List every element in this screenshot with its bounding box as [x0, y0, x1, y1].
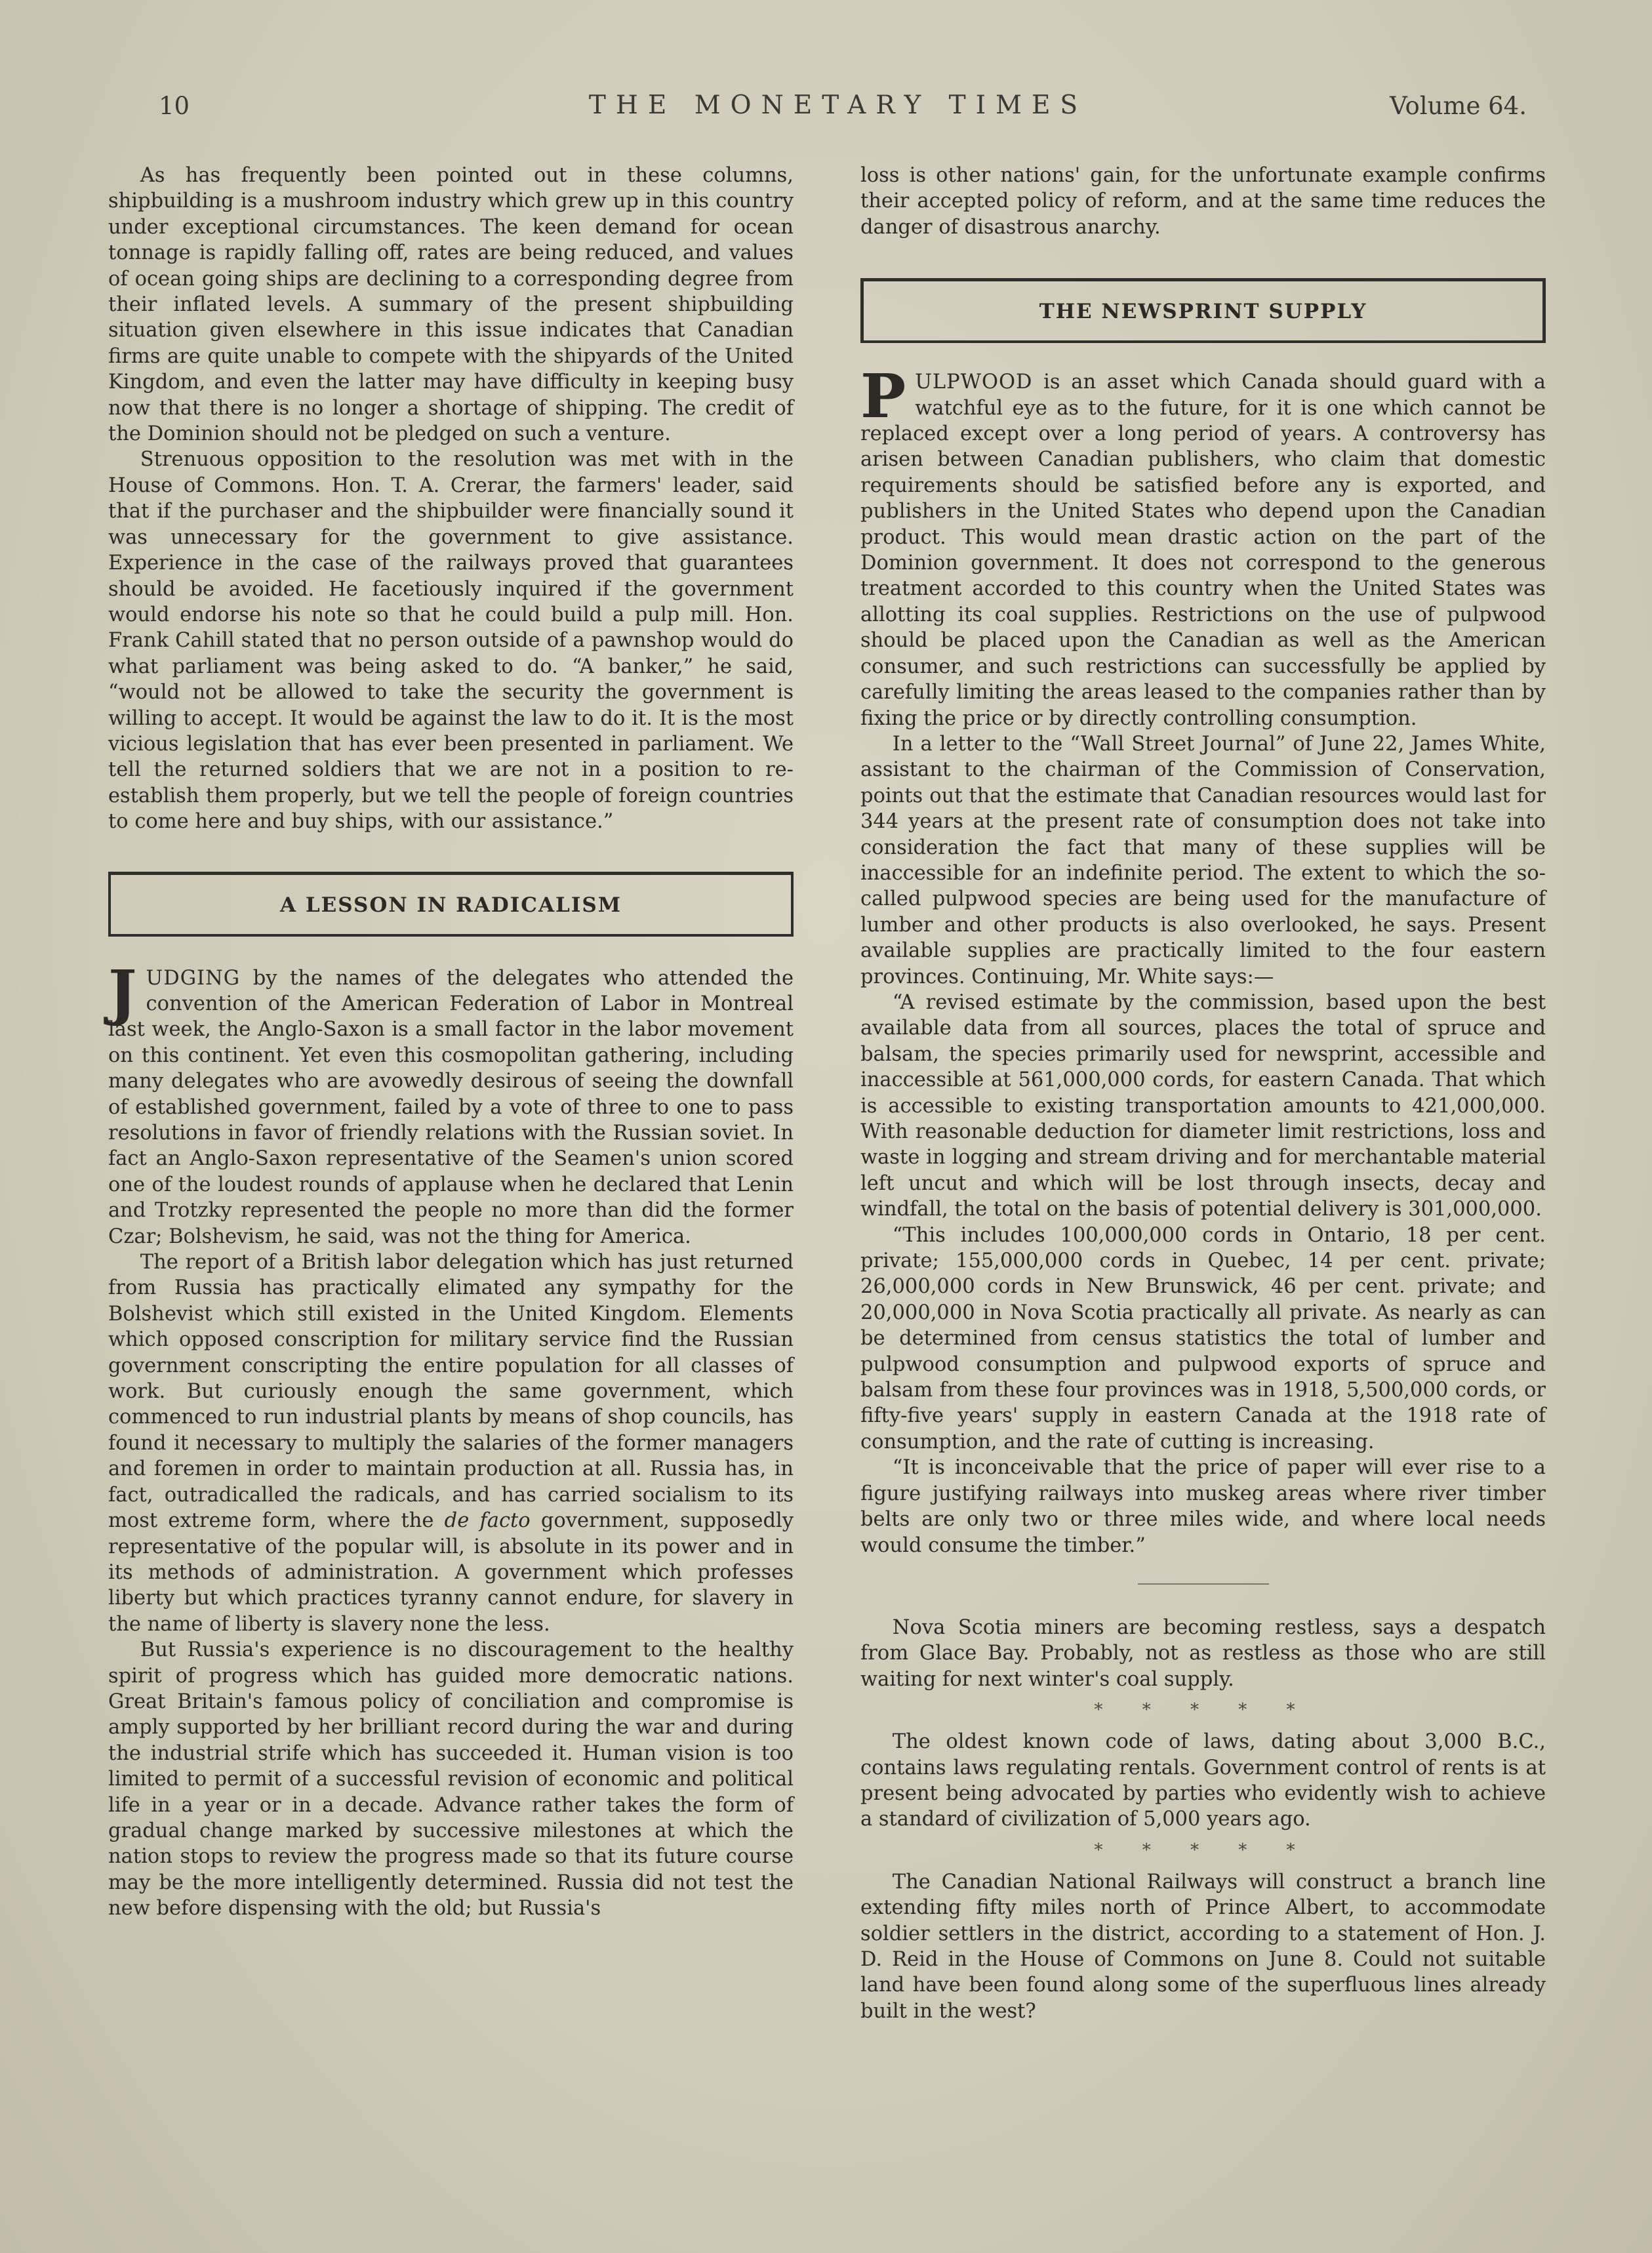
- radicalism-headline: A LESSON IN RADICALISM: [108, 872, 794, 937]
- radicalism-continuation: loss is other nations' gain, for the unfortunate example confirms their accepted policy of reform, and at the same time reduces the danger of disastrous anarchy.: [860, 164, 1546, 239]
- italic-phrase: de facto: [444, 1509, 531, 1533]
- radicalism-paragraph-2: [108, 1249, 794, 1637]
- newsprint-quote-3: “It is inconceivable that the price of paper will ever rise to a figure justifying railways into muskeg areas where river timber belts are only two or three miles wide, and where local needs would consume the timber.”: [860, 1456, 1546, 1557]
- lead-in-caps: UDGING: [146, 966, 241, 990]
- page-number: 10: [159, 92, 190, 120]
- newsprint-paragraph-1: [860, 361, 1546, 731]
- newsprint-quote-1: “A revised estimate by the commission, based upon the best available data from all sources, places the total of spruce and balsam, the species primarily used for newsprint, accessible and inaccessible at 561,000,000 cords, for eastern Canada. That which is accessible to existing transportation amounts to 421,000,000. With reasonable deduction for diameter limit restrictions, loss and waste in logging and stream driving and for merchantable material left uncut and which will be lost through insects, decay and windfall, the total on the basis of potential delivery is 301,000,000.: [860, 990, 1546, 1221]
- paragraph-text: The report of a British labor delegation which has just returned from Russia has practically elimated any sympathy for the Bolshevist which still existed in the United Kingdom. Elements which opposed conscription for military service find the Russian government conscripting the entire population for all classes of work. But curiously enough the same government, which commenced to run industrial plants by means of shop councils, has found it necessary to multiply the salaries of the former managers and foremen in order to maintain production at all. Russia has, in fact, outradicalled the radicals, and has carried socialism to its most extreme form, where the: [108, 1251, 794, 1533]
- radicalism-paragraph-1: [108, 956, 794, 1249]
- radicalism-paragraph-3: But Russia's experience is no discouragement to the healthy spirit of progress which has guided more democratic nations. Great Britain's famous policy of conciliation and compromise is amply supported by her brilliant record during the war and during the industrial strife which has succeeded it. Human vision is too limited to permit of a successful revision of economic and political life in a year or in a decade. Advance rather takes the form of gradual change marked by successive milestones at which the nation stops to review the progress made so that its future course may be the more intelligently determined. Russia did not test the new before dispensing with the old; but Russia's: [108, 1638, 794, 1920]
- paragraph-text: government, supposedly representative of the popular will, is absolute in its power and in its methods of administration. A government which professes liberty but which practices tyranny cannot endure, for slavery in the name of liberty is slavery none the less.: [108, 1509, 794, 1636]
- publication-title: THE MONETARY TIMES: [588, 91, 1088, 120]
- asterisk-divider: * * * * *: [1094, 1840, 1312, 1860]
- newsprint-headline: THE NEWSPRINT SUPPLY: [860, 278, 1546, 343]
- paragraph-text: by the names of the delegates who attended the convention of the American Federation of Labor in Montreal last week, the Anglo-Saxon is a small factor in the labor movement on this continent. Yet even this cosmopolitan gathering, including many delegates who are avowedly desirous of seeing the downfall of established government, failed by a vote of three to one to pass resolutions in favor of friendly relations with the Russian soviet. In fact an Anglo-Saxon representative of the Seamen's union scored one of the loudest rounds of applause when he declared that Lenin and Trotzky represented the people no more than did the former Czar; Bolshevism, he said, was not the thing for America.: [108, 966, 794, 1248]
- note-nova-scotia: Nova Scotia miners are becoming restless, says a despatch from Glace Bay. Probably, not as restless as those who are still waiting for next winter's coal supply.: [860, 1615, 1546, 1691]
- drop-cap-p: P: [860, 361, 906, 432]
- volume-label: Volume 64.: [1390, 92, 1527, 120]
- page-header: [150, 85, 1527, 125]
- lead-in-caps: ULPWOOD: [915, 371, 1033, 394]
- section-divider: [1138, 1583, 1269, 1585]
- note-railways: The Canadian National Railways will construct a branch line extending fifty miles north of Prince Albert, to accommodate soldier settlers in the district, according to a statement of Hon. J. D. Reid in the House of Commons on June 8. Could not suitable land have been found along some of the superfluous lines already built in the west?: [860, 1870, 1546, 2023]
- newsprint-quote-2: “This includes 100,000,000 cords in Ontario, 18 per cent. private; 155,000,000 cords in Quebec, 14 per cent. private; 26,000,000 cords in New Brunswick, 46 per cent. private; and 20,000,000 in Nova Scotia practically all private. As nearly as can be determined from census statistics the total of lumber and pulpwood consumption and pulpwood exports of spruce and balsam from these four provinces was in 1918, 5,500,000 cords, or fifty-five years' supply in eastern Canada at the 1918 rate of consumption, and the rate of cutting is increasing.: [860, 1223, 1546, 1453]
- newsprint-paragraph-2: In a letter to the “Wall Street Journal” of June 22, James White, assistant to the chairman of the Commission of Conservation, points out that the estimate that Canadian resources would last for 344 years at the present rate of consumption does not take into consideration the fact that many of these supplies will be inaccessible for an indefinite period. The extent to which the so-called pulpwood species are being used for the manufacture of lumber and other products is also overlooked, he says. Present available supplies are practically limited to the four eastern provinces. Continuing, Mr. White says:—: [860, 732, 1546, 988]
- shipbuilding-paragraph-2: Strenuous opposition to the resolution was met with in the House of Commons. Hon. T. A. Crerar, the farmers' leader, said that if the purchaser and the shipbuilder were financially sound it was unnecessary for the government to give assistance. Experience in the case of the railways proved that guarantees should be avoided. He facetiously inquired if the government would endorse his note so that he could build a pulp mill. Hon. Frank Cahill stated that no person outside of a pawnshop would do what parliament was being asked to do. “A banker,” he said, “would not be allowed to take the security the government is willing to accept. It would be against the law to do it. It is the most vicious legislation that has ever been presented in parliament. We tell the returned soldiers that we are not in a position to re-establish them properly, but we tell the people of foreign countries to come here and buy ships, with our assistance.”: [108, 448, 794, 834]
- paragraph-text: is an asset which Canada should guard with a watchful eye as to the future, for it is one which cannot be replaced except over a long period of years. A controversy has arisen between Canadian publishers, who claim that domestic requirements should be satisfied before any is exported, and publishers in the United States who depend upon the Canadian product. This would mean drastic action on the part of the Dominion government. It does not correspond to the generous treatment accorded to this country when the United States was allotting its coal supplies. Restrictions on the use of pulpwood should be placed upon the Canadian as well as the American consumer, and such restrictions can successfully be applied by carefully limiting the areas leased to the companies rather than by fixing the price or by directly controlling consumption.: [860, 371, 1546, 730]
- drop-cap-j: J: [108, 956, 137, 1028]
- left-column: [108, 163, 794, 1922]
- shipbuilding-paragraph-1: As has frequently been pointed out in these columns, shipbuilding is a mushroom industry which grew up in this country under exceptional circumstances. The keen demand for ocean tonnage is rapidly falling off, rates are being reduced, and values of ocean going ships are declining to a corresponding degree from their inflated levels. A summary of the present shipbuilding situation given elsewhere in this issue indicates that Canadian firms are quite unable to compete with the shipyards of the United Kingdom, and even the latter may have difficulty in keeping busy now that there is no longer a shortage of shipping. The credit of the Dominion should not be pledged on such a venture.: [108, 164, 794, 446]
- right-column: [860, 163, 1546, 2024]
- asterisk-divider: * * * * *: [1094, 1700, 1312, 1720]
- note-oldest-laws: The oldest known code of laws, dating about 3,000 B.C., contains laws regulating rentals. Government control of rents is at present being advocated by parties who evidently wish to achieve a standard of civilization of 5,000 years ago.: [860, 1730, 1546, 1831]
